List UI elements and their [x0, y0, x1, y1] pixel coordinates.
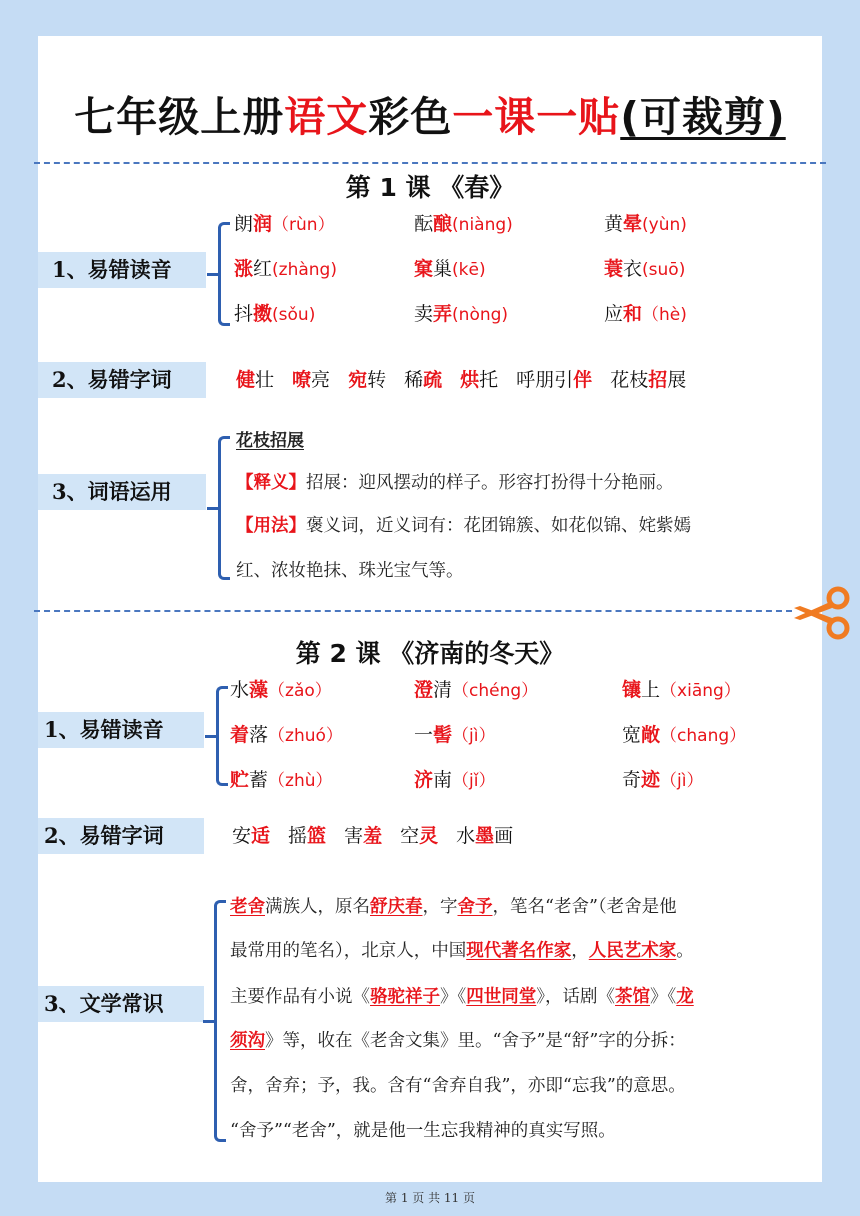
lit-text: 》《 [650, 987, 677, 1007]
plain-char: 南 [433, 769, 453, 791]
usage-text: 褒义词，近义词有：花团锦簇、如花似锦、姹紫嫣 [306, 516, 691, 536]
lesson-2-words-label: 2、易错字词 [38, 818, 204, 854]
title-part: 一课一贴 [452, 93, 621, 141]
key-char: 镶 [622, 679, 642, 701]
lit-text: ，笔名“老舍”（老舍是他 [492, 897, 677, 917]
title-part: 七年级上册 [74, 93, 285, 141]
word-item [610, 369, 686, 391]
pronunciation-item [604, 256, 685, 283]
lit-line: “舍予”“老舍”，就是他一生忘我精神的真实写照。 [230, 1121, 616, 1141]
bracket [218, 436, 230, 580]
lit-em: 现代著名作家 [466, 941, 572, 961]
title-part: (可裁剪) [620, 93, 786, 141]
lit-em: 人民艺术家 [588, 941, 677, 961]
lit-em: 舍予 [457, 897, 493, 917]
page-title [0, 92, 860, 142]
pinyin: （jì） [660, 771, 704, 791]
word-item [292, 369, 330, 391]
pinyin: （zhù） [268, 771, 333, 791]
word-item [516, 369, 592, 391]
plain-char: 宽 [622, 724, 642, 746]
pronunciation-item [230, 722, 343, 749]
meaning-text: 招展：迎风摆动的样子。形容打扮得十分艳丽。 [306, 473, 674, 493]
pronunciation-item [414, 767, 495, 794]
key-char: 弄 [433, 303, 453, 325]
lit-text: ，字 [422, 897, 458, 917]
key-char: 灵 [419, 825, 439, 847]
plain-char: 清 [433, 679, 453, 701]
pronunciation-item [414, 256, 486, 283]
plain-char: 抖 [234, 303, 254, 325]
plain-char: 壮 [255, 369, 275, 391]
word-item [404, 369, 442, 391]
key-char: 窠 [414, 258, 434, 280]
pronunciation-item [622, 722, 746, 749]
pinyin: (sǒu) [272, 305, 316, 325]
pinyin: （jì） [452, 726, 496, 746]
plain-char: 亮 [311, 369, 331, 391]
plain-char: 呼朋引 [516, 369, 574, 391]
key-char: 济 [414, 769, 434, 791]
lit-em: 茶馆 [615, 987, 650, 1007]
lit-text: 》等，收在《老舍文集》里。“舍予”是“舒”字的分拆： [265, 1031, 686, 1051]
key-char: 伴 [573, 369, 593, 391]
plain-char: 画 [494, 825, 514, 847]
lit-line [230, 893, 677, 918]
pinyin: （rùn） [272, 215, 335, 235]
word-item [400, 825, 438, 847]
key-char: 贮 [230, 769, 250, 791]
pronunciation-item [230, 767, 333, 794]
title-part: 彩色 [368, 93, 453, 141]
key-char: 涨 [234, 258, 254, 280]
pronunciation-item [414, 301, 508, 328]
lit-line: 舍，舍弃；予，我。含有“舍弃自我”，亦即“忘我”的意思。 [230, 1076, 686, 1096]
plain-char: 水 [230, 679, 250, 701]
lesson-1-word-list [236, 366, 686, 394]
lesson-2-title: 第 2 课 《济南的冬天》 [295, 639, 565, 668]
lit-em: 须沟 [230, 1031, 265, 1051]
pinyin: (nòng) [452, 305, 509, 325]
bracket [216, 686, 228, 786]
word-item [288, 825, 326, 847]
key-char: 晕 [623, 213, 643, 235]
lit-text: 满族人，原名 [265, 897, 370, 917]
lit-line [230, 1027, 686, 1052]
plain-char: 巢 [433, 258, 453, 280]
plain-char: 花枝 [610, 369, 649, 391]
pronunciation-item [234, 256, 337, 283]
usage-line [236, 513, 691, 539]
pinyin: （jǐ） [452, 771, 496, 791]
key-char: 澄 [414, 679, 434, 701]
plain-char: 转 [367, 369, 387, 391]
key-char: 敞 [641, 724, 661, 746]
pinyin: (zhàng) [272, 260, 337, 280]
pinyin: （hè) [642, 305, 687, 325]
key-char: 宛 [348, 369, 368, 391]
lit-text: 主要作品有小说《 [230, 987, 370, 1007]
key-char: 羞 [363, 825, 383, 847]
plain-char: 酝 [414, 213, 434, 235]
pronunciation-item [414, 677, 538, 704]
word-item [348, 369, 386, 391]
plain-char: 空 [400, 825, 420, 847]
lit-em: 四世同堂 [466, 987, 537, 1007]
pronunciation-item [604, 301, 687, 328]
key-char: 酿 [433, 213, 453, 235]
pinyin: （xiāng） [660, 681, 741, 701]
key-char: 疏 [423, 369, 443, 391]
key-char: 擞 [253, 303, 273, 325]
plain-char: 黄 [604, 213, 624, 235]
word-item [344, 825, 382, 847]
plain-char: 展 [667, 369, 687, 391]
plain-char: 卖 [414, 303, 434, 325]
pinyin: (niàng) [452, 215, 513, 235]
pinyin: (yùn) [642, 215, 687, 235]
plain-char: 奇 [622, 769, 642, 791]
plain-char: 朗 [234, 213, 254, 235]
plain-char: 安 [232, 825, 252, 847]
bracket [218, 222, 230, 326]
pronunciation-item [414, 722, 495, 749]
lit-text: 》，话剧《 [536, 987, 615, 1007]
pronunciation-item [622, 767, 703, 794]
key-char: 髻 [433, 724, 453, 746]
key-char: 着 [230, 724, 250, 746]
key-char: 招 [648, 369, 668, 391]
plain-char: 害 [344, 825, 364, 847]
plain-char: 蓄 [249, 769, 269, 791]
key-char: 墨 [475, 825, 495, 847]
pinyin: (suō) [642, 260, 686, 280]
lit-text: 最常用的笔名），北京人，中国 [230, 941, 467, 961]
word-item [456, 825, 513, 847]
key-char: 适 [251, 825, 271, 847]
word-item [232, 825, 270, 847]
lesson-2-pronunciation-label: 1、易错读音 [38, 712, 204, 748]
plain-char: 落 [249, 724, 269, 746]
usage-heading: 花枝招展 [236, 431, 304, 451]
key-char: 篮 [307, 825, 327, 847]
meaning-line [236, 470, 674, 496]
lit-em: 龙 [676, 987, 694, 1007]
lit-text: 》《 [440, 987, 467, 1007]
plain-char: 一 [414, 724, 434, 746]
key-char: 烘 [460, 369, 480, 391]
pinyin: （zǎo） [268, 681, 332, 701]
lesson-2-word-list [232, 822, 513, 850]
word-item [236, 369, 274, 391]
key-char: 健 [236, 369, 256, 391]
page-footer: 第 1 页 共 11 页 [385, 1191, 475, 1205]
lit-line [230, 937, 694, 962]
lit-text: ， [571, 941, 589, 961]
divider [34, 162, 826, 164]
lesson-1-title: 第 1 课 《春》 [345, 173, 515, 202]
cut-line [34, 610, 792, 612]
key-char: 嘹 [292, 369, 312, 391]
key-char: 迹 [641, 769, 661, 791]
lesson-1-pronunciation-label: 1、易错读音 [38, 252, 206, 288]
meaning-tag: 【释义】 [236, 473, 306, 493]
plain-char: 应 [604, 303, 624, 325]
key-char: 蓑 [604, 258, 624, 280]
plain-char: 衣 [623, 258, 643, 280]
lit-line [230, 983, 694, 1008]
pinyin: （chang） [660, 726, 747, 746]
pronunciation-item [622, 677, 741, 704]
lesson-1-usage-label: 3、词语运用 [38, 474, 206, 510]
key-char: 藻 [249, 679, 269, 701]
usage-line: 红、浓妆艳抹、珠光宝气等。 [236, 561, 464, 581]
lesson-1-words-label: 2、易错字词 [38, 362, 206, 398]
lit-text: 。 [676, 941, 694, 961]
lit-em: 骆驼祥子 [370, 987, 440, 1007]
lit-em: 老舍 [230, 897, 265, 917]
bracket [214, 900, 226, 1142]
plain-char: 红 [253, 258, 273, 280]
plain-char: 托 [479, 369, 499, 391]
pinyin: (kē) [452, 260, 486, 280]
lit-em: 舒庆春 [370, 897, 423, 917]
pronunciation-item [234, 301, 315, 328]
word-item [460, 369, 498, 391]
plain-char: 上 [641, 679, 661, 701]
plain-char: 稀 [404, 369, 424, 391]
plain-char: 水 [456, 825, 476, 847]
pronunciation-item [234, 211, 335, 238]
pinyin: （chéng） [452, 681, 539, 701]
key-char: 和 [623, 303, 643, 325]
pronunciation-item [414, 211, 513, 238]
lesson-2-literature-label: 3、文学常识 [38, 986, 204, 1022]
usage-tag: 【用法】 [236, 516, 306, 536]
plain-char: 摇 [288, 825, 308, 847]
pronunciation-item [604, 211, 687, 238]
title-part: 语文 [284, 93, 369, 141]
pronunciation-item [230, 677, 332, 704]
scissors-icon [790, 586, 860, 640]
key-char: 润 [253, 213, 273, 235]
pinyin: （zhuó） [268, 726, 343, 746]
